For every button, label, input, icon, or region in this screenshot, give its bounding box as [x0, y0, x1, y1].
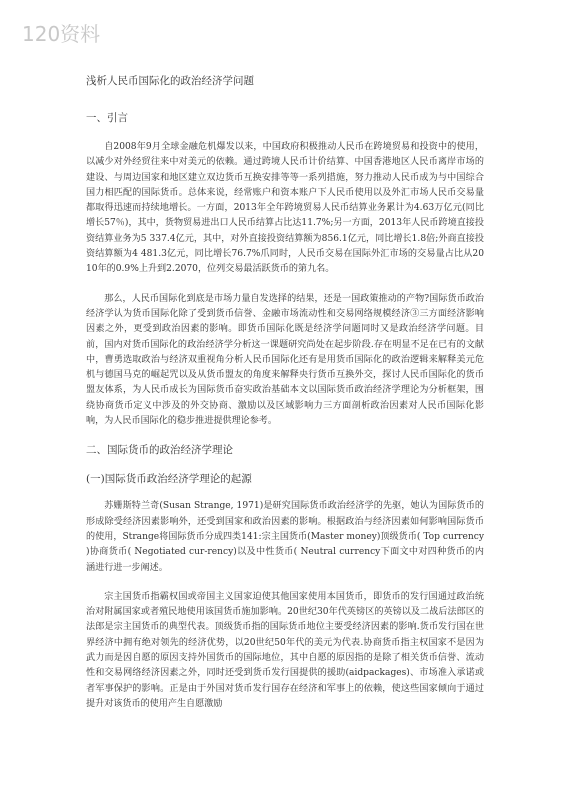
- paragraph-theory-2: 宗主国货币指霸权国或帝国主义国家迫使其他国家使用本国货币，即货币的发行国通过政治统治对附属国家或者殖民地使用该国货币施加影响。20世纪30年代英镑区的英镑以及二战后法郎区的法郎是宗主国货币的典型代表。顶级货币指的国际货币地位主要受经济因素的影响.货币发行国在世界经济中拥有绝对领先的经济优势，以20世纪50年代的美元为代表.协商货币指主权国家不是因为武力而是因自愿的原因支持外国货币的国际地位，其中自愿的原因指的是除了相关货币信誉、流动性和交易网络经济因素之外，同时还受到货币发行国提供的援助(aidpackages)、市场准入承诺或者军事保护的影响。正是由于外国对货币发行国存在经济和军事上的依赖，使这些国家倾向于通过提升对该货币的使用产生自愿激励: [86, 591, 484, 709]
- paragraph-intro-2: 那么，人民币国际化到底是市场力量自发选择的结果，还是一国政策推动的产物?国际货币政治经济学认为货币国际化除了受到货币信誉、金融市场流动性和交易网络规模经济③三方面经济影响因素之外，更受到政治因素的影响。即货币国际化既是经济学问题同时又是政治经济学问题。目前，国内对货币国际化的政治经济学分析这一课题研究尚处在起步阶段.存在明显不足在已有的文献中，曹勇选取政治与经济双重视角分析人民币国际化还有是用货币国际化的政治逻辑来解释美元危机与德国马克的崛起咒以及从货币盟友的角度来解释央行货币互换外交，探讨人民币国际化的货币盟友体系，为人民币成长为国际货币奋实政治基础本文以国际货币政治经济学理论为分析框架，围绕协商货币定义中涉及的外交协商、激励以及区域影响力三方面剖析政治因素对人民币国际化影响，为人民币国际化的稳步推进提供理论参考。: [86, 293, 484, 427]
- watermark-logo: 120资料: [22, 22, 101, 46]
- subsection-heading-origin: (一)国际货币政治经济学理论的起源: [86, 473, 252, 486]
- document-title: 浅析人民币国际化的政治经济学问题: [86, 75, 254, 87]
- document-body: [86, 74, 484, 726]
- paragraph-theory-1: 苏姗斯特兰奇(Susan Strange, 1971)是研究国际货币政治经济学的先驱，她认为国际货币的形成除受经济因素影响外，还受到国家和政治因素的影响。根据政治与经济因素如何影响国际货币的使用，Strange将国际货币分成四类141:宗主国货币(Master money)顶级货币( Top currency )协商货币( Negotiated cur-rency)以及中性货币( Neutral currency下面文中对四种货币的内涵进行进一步阐述。: [86, 501, 484, 573]
- section-heading-intro: 一、引言: [86, 112, 128, 124]
- section-heading-theory: 二、国际货币的政治经济学理论: [86, 444, 233, 457]
- paragraph-intro-1: 自2008年9月全球金融危机爆发以来，中国政府积极推动人民币在跨境贸易和投资中的使用，以减少对外经贸往来中对美元的依赖。通过跨境人民币计价结算、中国香港地区人民币离岸市场的建设、与周边国家和地区建立双边货币互换安排等等一系列措施，努力推动人民币成为与中国综合国力相匹配的国际货币。总体来说，经常账户和资本账户下人民币使用以及外汇市场人民币交易量都取得迅速而持续地增长。一方面，2013年全年跨境贸易人民币结算业务累计为4.63万亿元(同比增长57％)，其中，货物贸易进出口人民币结算占比达11.7%;另一方面，2013年人民币跨境直接投资结算业务为5 337.4亿元，其中，对外直接投资结算额为856.1亿元，同比增长1.8倍;外商直接投资结算额为4 481.3亿元，同比增长76.7%爪同时，人民币交易在国际外汇市场的交易量占比从2010年的0.9%上升到2.2070，位列交易最活跃货币的第九名。: [86, 142, 484, 275]
